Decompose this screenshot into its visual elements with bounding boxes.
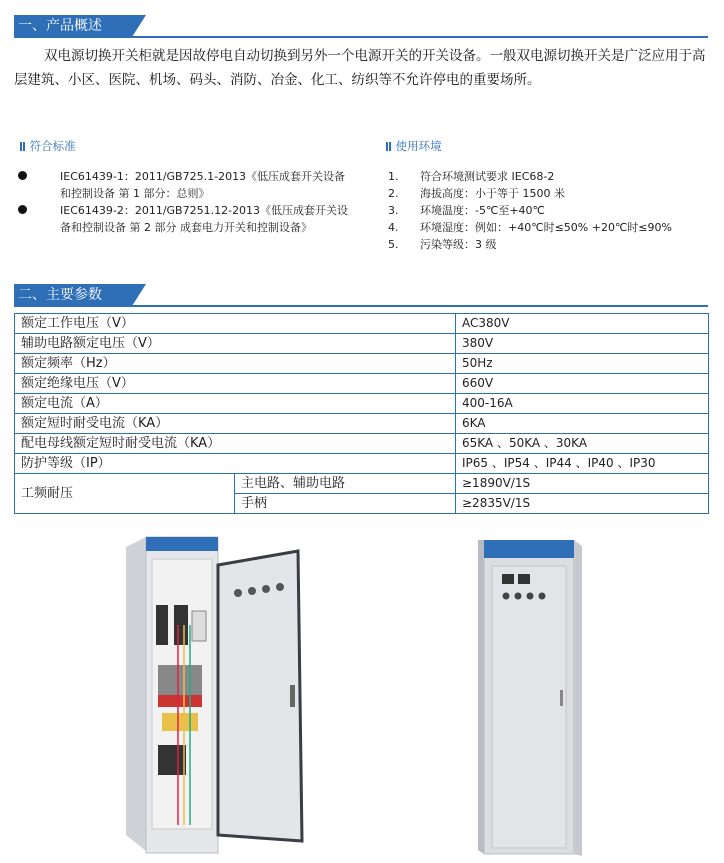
table-row [15, 334, 709, 354]
list-item [388, 202, 718, 219]
item-number: 4. [388, 221, 399, 234]
table-row [15, 314, 709, 334]
standard-text: IEC61439-1：2011/GB725.1-2013《低压成套开关设备和控制设备 第 1 部分：总则》 [60, 170, 346, 200]
intro-text [14, 44, 710, 92]
environment-list [388, 168, 718, 253]
open-cabinet-image [118, 535, 308, 857]
section-rule [14, 305, 708, 307]
param-value: IP65 、IP54 、IP44 、IP40 、IP30 [456, 454, 709, 474]
table-row [15, 434, 709, 454]
param-sublabel: 手柄 [235, 494, 456, 514]
param-value: AC380V [456, 314, 709, 334]
item-text: 符合环境测试要求 IEC68-2 [420, 170, 555, 183]
param-value: ≥2835V/1S [456, 494, 709, 514]
item-number: 3. [388, 204, 399, 217]
param-label: 额定频率（Hz） [15, 354, 456, 374]
intro-paragraph: 双电源切换开关柜就是因故停电自动切换到另外一个电源开关的开关设备。一般双电源切换开关是广泛应用于高层建筑、小区、医院、机场、码头、消防、冶金、化工、纺织等不允许停电的重要场所。 [14, 48, 706, 88]
table-row [15, 354, 709, 374]
environment-heading [386, 138, 442, 154]
param-value: 6KA [456, 414, 709, 434]
marker-icon [386, 142, 388, 151]
item-text: 海拔高度：小于等于 1500 米 [420, 187, 565, 200]
list-item [388, 219, 718, 236]
section-title: 一、产品概述 [14, 15, 132, 37]
list-item [388, 168, 718, 185]
param-sublabel: 主电路、辅助电路 [235, 474, 456, 494]
item-number: 1. [388, 170, 399, 183]
param-value: 380V [456, 334, 709, 354]
environment-heading-label: 使用环境 [395, 139, 442, 153]
standards-heading [20, 138, 76, 154]
table-row [15, 374, 709, 394]
list-item [388, 185, 718, 202]
param-label: 额定工作电压（V） [15, 314, 456, 334]
param-label: 辅助电路额定电压（V） [15, 334, 456, 354]
marker-icon [23, 142, 25, 151]
standards-heading-label: 符合标准 [29, 139, 76, 153]
section-title: 二、主要参数 [14, 284, 132, 306]
param-value: 65KA 、50KA 、30KA [456, 434, 709, 454]
list-item [14, 202, 354, 236]
table-row [15, 394, 709, 414]
item-text: 污染等级：3 级 [420, 238, 497, 251]
list-item [14, 168, 354, 202]
bullet-icon [18, 205, 27, 214]
param-value: ≥1890V/1S [456, 474, 709, 494]
bullet-icon [18, 171, 27, 180]
param-value: 50Hz [456, 354, 709, 374]
standard-text: IEC61439-2：2011/GB7251.12-2013《低压成套开关设备和控制设备 第 2 部分 成套电力开关和控制设备》 [60, 204, 349, 234]
table-row [15, 454, 709, 474]
param-label: 配电母线额定短时耐受电流（KA） [15, 434, 456, 454]
param-value: 660V [456, 374, 709, 394]
table-row [15, 474, 709, 494]
table-row [15, 414, 709, 434]
param-label: 额定短时耐受电流（KA） [15, 414, 456, 434]
param-label: 额定电流（A） [15, 394, 456, 414]
item-text: 环境湿度：例如：+40℃时≤50% +20℃时≤90% [420, 221, 672, 234]
item-text: 环境温度：-5℃至+40℃ [420, 204, 545, 217]
param-value: 400-16A [456, 394, 709, 414]
marker-icon [389, 142, 391, 151]
section-rule [14, 36, 708, 38]
param-label: 额定绝缘电压（V） [15, 374, 456, 394]
list-item [388, 236, 718, 253]
param-label: 工频耐压 [15, 474, 235, 514]
parameters-table [14, 313, 709, 514]
closed-cabinet-image [478, 540, 584, 856]
item-number: 2. [388, 187, 399, 200]
standards-list [14, 168, 354, 236]
marker-icon [20, 142, 22, 151]
item-number: 5. [388, 238, 399, 251]
param-label: 防护等级（IP） [15, 454, 456, 474]
